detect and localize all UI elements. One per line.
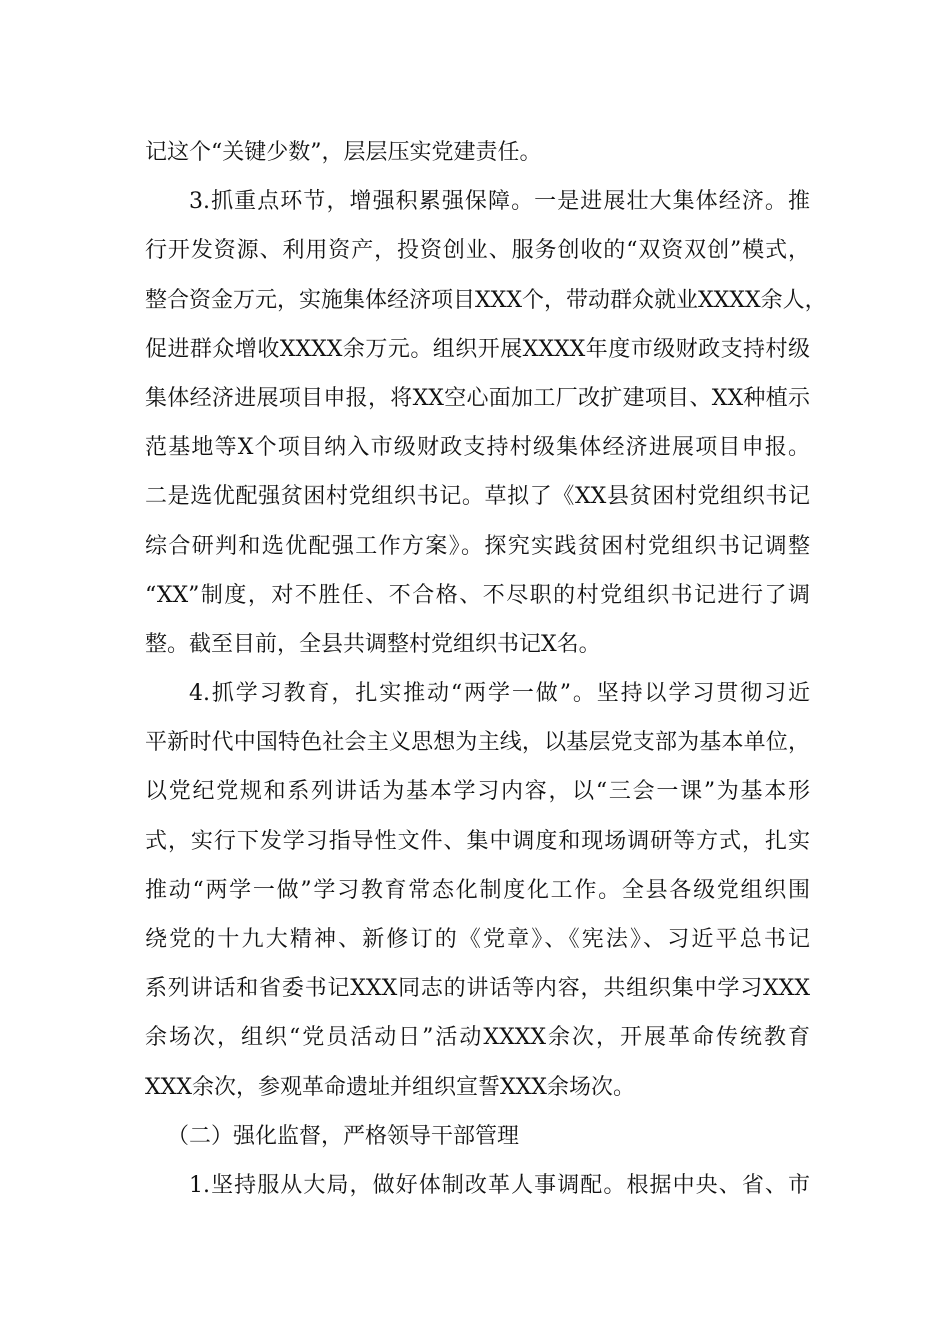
paragraph-start-line: 1.坚持服从大局，做好体制改革人事调配。根据中央、省、市 [189,1172,810,1198]
text-line: 二是选优配强贫困村党组织书记。草拟了《XX县贫困村党组织书记 [145,484,810,510]
text-line: 记这个“关键少数”，层层压实党建责任。 [145,140,542,165]
text-line: 综合研判和选优配强工作方案》。探究实践贫困村党组织书记调整 [145,533,810,559]
text-line: 推动“两学一做”学习教育常态化制度化工作。全县各级党组织围 [145,877,810,903]
text-line: 整。截至目前，全县共调整村党组织书记X名。 [145,631,601,657]
document-body [145,128,827,1210]
text-line: 整合资金万元，实施集体经济项目XXX个，带动群众就业XXXX余人， [145,287,827,313]
text-line: 行开发资源、利用资产，投资创业、服务创收的“双资双创”模式， [145,238,810,264]
text-line: 以党纪党规和系列讲话为基本学习内容，以“三会一课”为基本形 [145,779,810,805]
paragraph-start-line: 4.抓学习教育，扎实推动“两学一做”。坚持以学习贯彻习近 [189,681,810,707]
text-line: 促进群众增收XXXX余万元。组织开展XXXX年度市级财政支持村级 [145,336,810,362]
text-line: 范基地等X个项目纳入市级财政支持村级集体经济进展项目申报。 [145,435,810,461]
text-line: XXX余次，参观革命遗址并组织宣誓XXX余场次。 [145,1074,635,1100]
text-line: 余场次，组织“党员活动日”活动XXXX余次，开展革命传统教育 [145,1025,810,1051]
text-line: 平新时代中国特色社会主义思想为主线，以基层党支部为基本单位， [145,730,810,756]
text-line: 式，实行下发学习指导性文件、集中调度和现场调研等方式，扎实 [145,828,810,854]
text-line: “XX”制度，对不胜任、不合格、不尽职的村党组织书记进行了调 [145,582,810,608]
text-line: 系列讲话和省委书记XXX同志的讲话等内容，共组织集中学习XXX [145,976,810,1002]
paragraph-start-line: 3.抓重点环节，增强积累强保障。一是进展壮大集体经济。推 [189,189,810,215]
text-line: 绕党的十九大精神、新修订的《党章》、《宪法》、习近平总书记 [145,927,810,952]
section-heading: （二）强化监督，严格领导干部管理 [167,1123,520,1149]
text-line: 集体经济进展项目申报，将XX空心面加工厂改扩建项目、XX种植示 [145,385,810,411]
